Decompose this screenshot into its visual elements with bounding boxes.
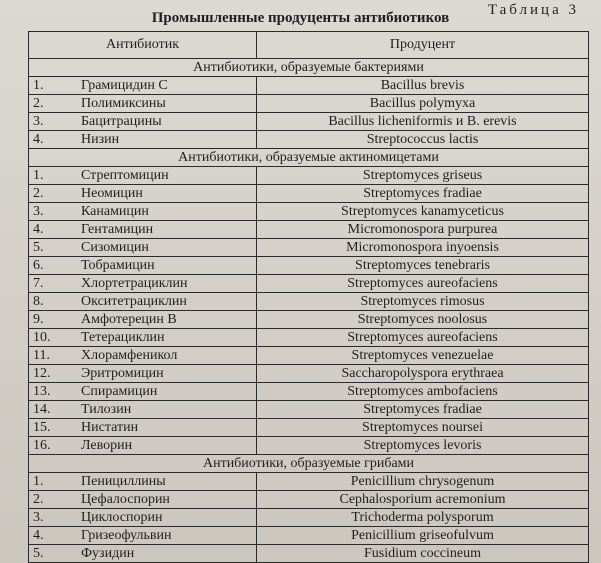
row-number: 11. — [33, 347, 50, 363]
producer-cell: Streptococcus lactis — [257, 131, 589, 149]
table-row — [29, 113, 589, 131]
antibiotic-cell — [29, 185, 257, 203]
producer-cell: Bacillus licheniformis и B. erevis — [257, 113, 589, 131]
antibiotic-cell — [29, 293, 257, 311]
table-row — [29, 473, 589, 491]
row-number: 7. — [33, 275, 44, 291]
group-title: Антибиотики, образуемые бактериями — [29, 59, 589, 77]
header-producer: Продуцент — [257, 32, 589, 59]
antibiotic-cell — [29, 473, 257, 491]
producer-cell: Fusidium coccineum — [257, 545, 589, 563]
table-row — [29, 239, 589, 257]
antibiotic-cell — [29, 329, 257, 347]
row-number: 9. — [33, 311, 44, 327]
row-number: 16. — [33, 437, 51, 453]
table-row — [29, 365, 589, 383]
producer-cell: Streptomyces rimosus — [257, 293, 589, 311]
row-number: 12. — [33, 365, 51, 381]
antibiotic-cell — [29, 203, 257, 221]
antibiotic-cell — [29, 167, 257, 185]
row-number: 1. — [33, 167, 44, 183]
table-row — [29, 383, 589, 401]
antibiotic-cell — [29, 437, 257, 455]
antibiotic-name: Хлортетрациклин — [81, 275, 188, 291]
table-row — [29, 437, 589, 455]
antibiotics-table — [28, 31, 589, 563]
table-row — [29, 527, 589, 545]
producer-cell: Penicillium griseofulvum — [257, 527, 589, 545]
antibiotic-name: Стрептомицин — [81, 167, 169, 183]
row-number: 13. — [33, 383, 51, 399]
antibiotic-name: Гентамицин — [81, 221, 154, 237]
table-row — [29, 509, 589, 527]
antibiotic-cell — [29, 383, 257, 401]
table-row — [29, 203, 589, 221]
row-number: 2. — [33, 491, 44, 507]
row-number: 4. — [33, 527, 44, 543]
row-number: 3. — [33, 203, 44, 219]
antibiotic-name: Канамицин — [81, 203, 149, 219]
antibiotic-cell — [29, 131, 257, 149]
antibiotic-cell — [29, 221, 257, 239]
antibiotic-name: Тилозин — [81, 401, 132, 417]
header-antibiotic: Антибиотик — [29, 32, 257, 59]
table-row — [29, 77, 589, 95]
producer-cell: Bacillus brevis — [257, 77, 589, 95]
group-title: Антибиотики, образуемые актиномицетами — [29, 149, 589, 167]
antibiotic-name: Бацитрацины — [81, 113, 162, 129]
antibiotic-name: Тетерациклин — [81, 329, 165, 345]
group-header-row — [29, 149, 589, 167]
table-row — [29, 491, 589, 509]
group-header-row — [29, 455, 589, 473]
antibiotic-cell — [29, 239, 257, 257]
antibiotic-name: Тобрамицин — [81, 257, 155, 273]
producer-cell: Streptomyces griseus — [257, 167, 589, 185]
table-row — [29, 221, 589, 239]
row-number: 1. — [33, 77, 44, 93]
table-row — [29, 167, 589, 185]
row-number: 2. — [33, 95, 44, 111]
antibiotic-name: Сизомицин — [81, 239, 149, 255]
antibiotic-cell — [29, 365, 257, 383]
producer-cell: Trichoderma polysporum — [257, 509, 589, 527]
row-number: 2. — [33, 185, 44, 201]
producer-cell: Streptomyces venezuelae — [257, 347, 589, 365]
producer-cell: Streptomyces noolosus — [257, 311, 589, 329]
row-number: 10. — [33, 329, 51, 345]
table-row — [29, 95, 589, 113]
row-number: 3. — [33, 113, 44, 129]
producer-cell: Micromonospora purpurea — [257, 221, 589, 239]
table-row — [29, 185, 589, 203]
antibiotic-name: Фузидин — [81, 545, 135, 561]
antibiotic-name: Спирамицин — [81, 383, 158, 399]
row-number: 8. — [33, 293, 44, 309]
producer-cell: Streptomyces kanamyceticus — [257, 203, 589, 221]
table-row — [29, 545, 589, 563]
producer-cell: Streptomyces ambofaciens — [257, 383, 589, 401]
producer-cell: Penicillium chrysogenum — [257, 473, 589, 491]
antibiotic-cell — [29, 77, 257, 95]
table-row — [29, 419, 589, 437]
producer-cell: Saccharopolyspora erythraea — [257, 365, 589, 383]
producer-cell: Streptomyces noursei — [257, 419, 589, 437]
antibiotic-cell — [29, 545, 257, 563]
row-number: 4. — [33, 221, 44, 237]
producer-cell: Streptomyces fradiae — [257, 185, 589, 203]
antibiotic-name: Хлорамфеникол — [81, 347, 178, 363]
producer-cell: Bacillus polymyxa — [257, 95, 589, 113]
antibiotic-cell — [29, 113, 257, 131]
antibiotic-name: Эритромицин — [81, 365, 164, 381]
row-number: 6. — [33, 257, 44, 273]
row-number: 4. — [33, 131, 44, 147]
table-row — [29, 275, 589, 293]
producer-cell: Streptomyces aureofaciens — [257, 275, 589, 293]
producer-cell: Streptomyces aureofaciens — [257, 329, 589, 347]
antibiotic-cell — [29, 527, 257, 545]
table-body — [29, 59, 589, 563]
producer-cell: Micromonospora inyoensis — [257, 239, 589, 257]
antibiotic-name: Пенициллины — [81, 473, 166, 489]
row-number: 15. — [33, 419, 51, 435]
antibiotic-name: Гризеофульвин — [81, 527, 172, 543]
table-row — [29, 401, 589, 419]
table-row — [29, 311, 589, 329]
antibiotic-name: Цефалоспорин — [81, 491, 170, 507]
group-title: Антибиотики, образуемые грибами — [29, 455, 589, 473]
antibiotic-name: Низин — [81, 131, 120, 147]
group-header-row — [29, 59, 589, 77]
row-number: 5. — [33, 239, 44, 255]
table-row — [29, 257, 589, 275]
table-row — [29, 347, 589, 365]
antibiotic-cell — [29, 509, 257, 527]
antibiotic-cell — [29, 257, 257, 275]
table-row — [29, 329, 589, 347]
antibiotic-name: Полимиксины — [81, 95, 166, 111]
table-title: Промышленные продуценты антибиотиков — [151, 10, 450, 26]
antibiotic-cell — [29, 491, 257, 509]
producer-cell: Cephalosporium acremonium — [257, 491, 589, 509]
antibiotic-name: Окситетрациклин — [81, 293, 187, 309]
table-row — [29, 293, 589, 311]
antibiotic-name: Леворин — [81, 437, 133, 453]
row-number: 1. — [33, 473, 44, 489]
header-row — [29, 32, 589, 59]
antibiotic-cell — [29, 347, 257, 365]
producer-cell: Streptomyces tenebraris — [257, 257, 589, 275]
antibiotic-cell — [29, 311, 257, 329]
antibiotic-name: Нистатин — [81, 419, 139, 435]
antibiotic-name: Неомицин — [81, 185, 143, 201]
table-number-label: Таблица 3 — [487, 2, 579, 18]
row-number: 3. — [33, 509, 44, 525]
antibiotic-cell — [29, 419, 257, 437]
row-number: 14. — [33, 401, 51, 417]
producer-cell: Streptomyces levoris — [257, 437, 589, 455]
antibiotic-cell — [29, 275, 257, 293]
antibiotic-name: Циклоспорин — [81, 509, 163, 525]
producer-cell: Streptomyces fradiae — [257, 401, 589, 419]
row-number: 5. — [33, 545, 44, 561]
antibiotic-cell — [29, 95, 257, 113]
antibiotic-name: Грамицидин С — [81, 77, 168, 93]
antibiotic-cell — [29, 401, 257, 419]
antibiotic-name: Амфотерецин В — [81, 311, 177, 327]
table-row — [29, 131, 589, 149]
